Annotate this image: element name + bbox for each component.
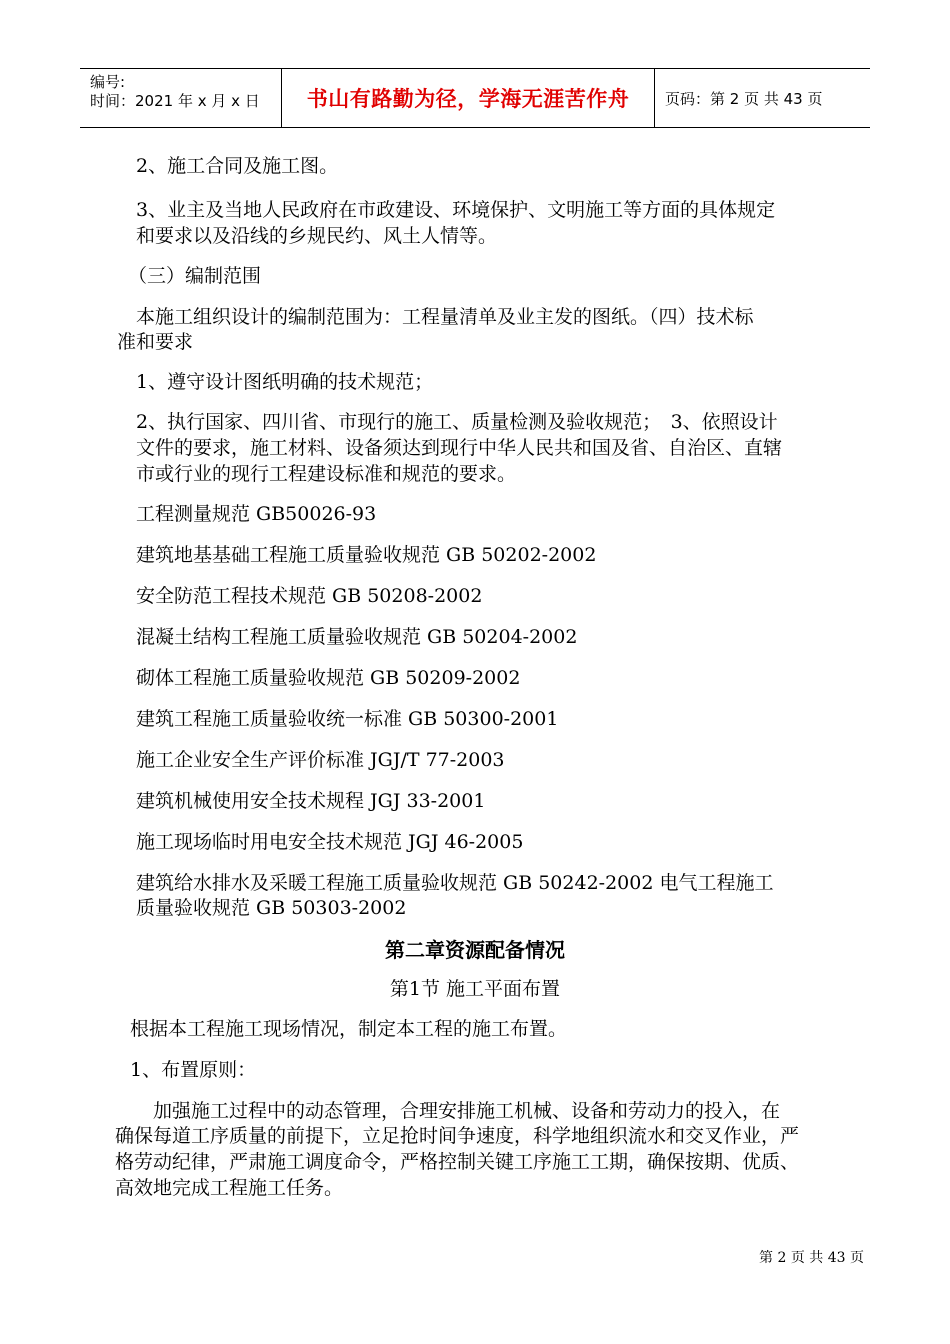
- chapter-title: 第二章资源配备情况: [385, 938, 565, 962]
- section-heading-scope: （三）编制范围: [128, 265, 262, 287]
- standard-item: 工程测量规范 GB50026-93: [136, 503, 377, 525]
- standard-item: 建筑机械使用安全技术规程 JGJ 33-2001: [136, 790, 486, 812]
- standard-item: 混凝土结构工程施工质量验收规范 GB 50204-2002: [136, 626, 578, 648]
- paragraph-management-line1: 加强施工过程中的动态管理，合理安排施工机械、设备和劳动力的投入，在: [115, 1100, 781, 1122]
- header-meta: [80, 69, 282, 127]
- paragraph-layout-principle: 1、布置原则：: [130, 1059, 257, 1081]
- paragraph-scope-line1: 本施工组织设计的编制范围为：工程量清单及业主发的图纸。（四）技术标: [136, 306, 754, 328]
- paragraph-follow-design: 1、遵守设计图纸明确的技术规范；: [136, 371, 434, 393]
- paragraph-management-line2: 确保每道工序质量的前提下，立足抢时间争速度，科学地组织流水和交叉作业，严: [115, 1125, 800, 1147]
- standard-item: 施工现场临时用电安全技术规范 JGJ 46-2005: [136, 831, 524, 853]
- section-title: 第1节 施工平面布置: [389, 978, 561, 1000]
- page-header: [80, 68, 870, 128]
- standard-item-last-line1: 建筑给水排水及采暖工程施工质量验收规范 GB 50242-2002 电气工程施工: [136, 872, 774, 894]
- page-footer: 第 2 页 共 43 页: [759, 1250, 864, 1266]
- paragraph-standards-line2: 文件的要求，施工材料、设备须达到现行中华人民共和国及省、自治区、直辖: [136, 437, 783, 459]
- paragraph-layout-intro: 根据本工程施工现场情况，制定本工程的施工布置。: [130, 1018, 568, 1040]
- header-page-info: 页码：第 2 页 共 43 页: [665, 89, 823, 108]
- paragraph-management-line4: 高效地完成工程施工任务。: [115, 1177, 344, 1199]
- paragraph-standards-line3: 市或行业的现行工程建设标准和规范的要求。: [136, 463, 517, 485]
- document-date: 时间：2021 年 x 月 x 日: [90, 92, 260, 110]
- standard-item: 建筑地基基础工程施工质量验收规范 GB 50202-2002: [136, 544, 597, 566]
- paragraph-regulations-line1: 3、业主及当地人民政府在市政建设、环境保护、文明施工等方面的具体规定: [136, 199, 776, 221]
- standard-item: 安全防范工程技术规范 GB 50208-2002: [136, 585, 483, 607]
- paragraph-regulations-line2: 和要求以及沿线的乡规民约、风土人情等。: [136, 225, 498, 247]
- paragraph-standards-line1: 2、执行国家、四川省、市现行的施工、质量检测及验收规范； 3、依照设计: [136, 411, 778, 433]
- paragraph-scope-line2: 准和要求: [117, 331, 194, 353]
- standard-item: 建筑工程施工质量验收统一标准 GB 50300-2001: [136, 708, 559, 730]
- header-motto: 书山有路勤为径，学海无涯苦作舟: [282, 69, 655, 127]
- standard-item-last-line2: 质量验收规范 GB 50303-2002: [136, 897, 407, 919]
- paragraph-contract: 2、施工合同及施工图。: [136, 155, 339, 177]
- standard-item: 施工企业安全生产评价标准 JGJ/T 77-2003: [136, 749, 505, 771]
- paragraph-management-line3: 格劳动纪律，严肃施工调度命令，严格控制关键工序施工工期，确保按期、优质、: [115, 1151, 800, 1173]
- document-number-label: 编号:: [90, 73, 126, 91]
- standard-item: 砌体工程施工质量验收规范 GB 50209-2002: [136, 667, 521, 689]
